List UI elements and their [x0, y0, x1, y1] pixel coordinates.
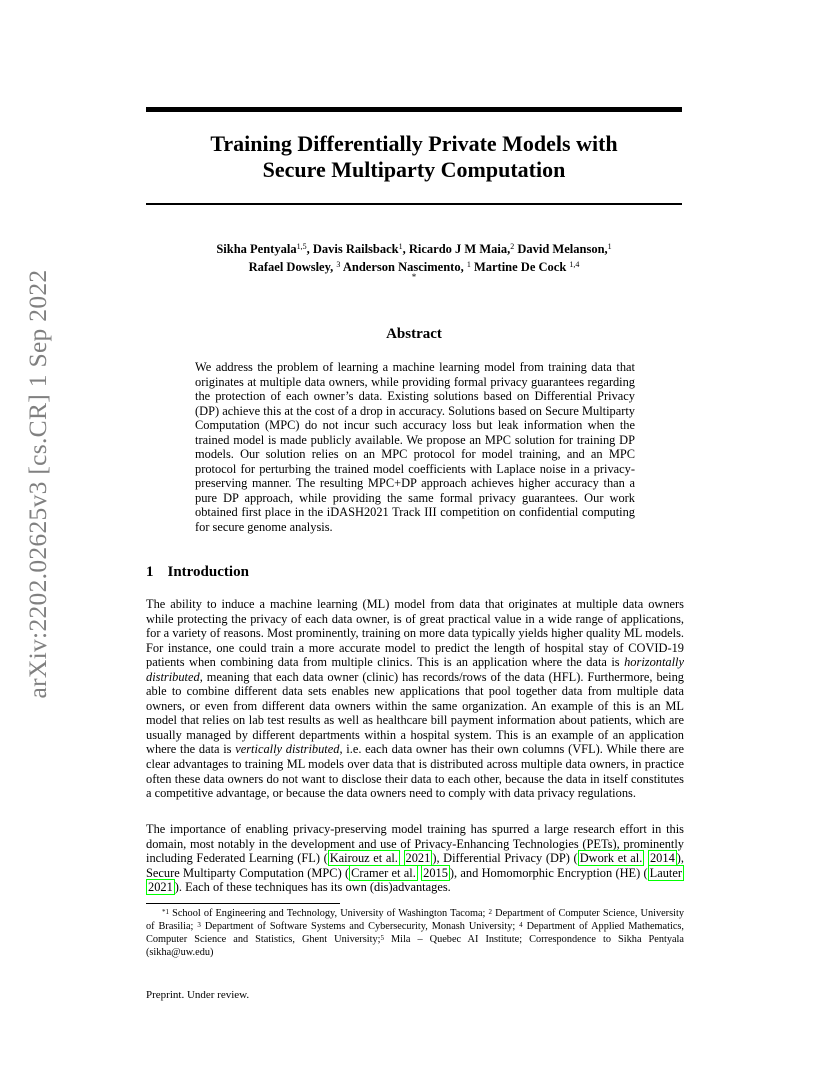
footnote-marker: 4	[519, 921, 523, 929]
footnote-text: Department of Software Systems and Cybersecurity, Monash University;	[200, 921, 520, 932]
author-affiliation: 1	[607, 242, 612, 251]
author-name: Anderson Nascimento,	[340, 260, 467, 274]
footnote-text: Mila – Quebec AI Institute; Correspondence to Sikha Pentyala (sikha@uw.edu)	[146, 934, 684, 958]
author-affiliation: 1,4	[569, 260, 580, 269]
author-name: , Davis Railsback	[306, 242, 399, 256]
paragraph-text: , meaning that each data owner (clinic) has records/rows of the data (HFL). Furthermore, being able to combine different data sets enables new applications that pool together data from multiple data owners, or even from different data owners within the same organization. An example of this is an ML model that relies on lab test results as well as healthcare bill payment information about patients, which are usually managed by different departments within a hospital system. This is an example of an application where the data is	[146, 669, 684, 757]
emphasis-text: vertically distributed	[235, 742, 340, 757]
author-name: Rafael Dowsley,	[248, 260, 337, 274]
paragraph-text: ), and Homomorphic Encryption (HE) (	[449, 865, 648, 880]
author-affiliation: 3	[336, 260, 341, 269]
footnote-text: Department of Applied Mathematics, Computer Science and Statistics, Ghent University;	[146, 921, 685, 945]
arxiv-sidebar-stamp	[18, 269, 58, 699]
citation-link[interactable]: Lauter	[649, 865, 683, 880]
section-title: Introduction	[167, 564, 249, 580]
paragraph-text: , i.e. each data owner has their own columns (VFL). While there are clear advantages to training ML models over data that is distributed across multiple data owners, in practice often these data owners do not want to disclose their data to each other, because the data in itself constitutes a competitive advantage, or because the data owners need to comply with data privacy regulations.	[146, 742, 685, 801]
footnote-text: Department of Computer Science, University of Brasilia;	[146, 908, 684, 932]
citation-link[interactable]: Kairouz et al.	[329, 851, 398, 866]
citation-link[interactable]: Dwork et al.	[579, 851, 643, 866]
paragraph-text: ), Secure Multiparty Computation (MPC) (	[146, 851, 684, 880]
author-affiliation: 1	[398, 242, 403, 251]
section-number: 1	[146, 564, 154, 580]
introduction-paragraph-1	[146, 597, 684, 801]
paragraph-text: The importance of enabling privacy-preserving model training has spurred a large research effort in this domain, most notably in the development and use of Privacy-Enhancing Technologies (PETs), prominently including Federated Learning (FL) (	[146, 822, 684, 866]
footnote-rule	[146, 903, 340, 904]
section-heading-introduction	[146, 564, 249, 581]
author-name: , Ricardo J M Maia,	[402, 242, 511, 256]
author-name: David Melanson,	[514, 242, 608, 256]
abstract-heading: Abstract	[386, 326, 442, 342]
citation-year-link[interactable]: 2014	[649, 851, 675, 866]
title-line-1: Training Differentially Private Models with	[210, 131, 618, 156]
author-name: Sikha Pentyala	[216, 242, 297, 256]
citation-link[interactable]: Cramer et al.	[351, 865, 416, 880]
arxiv-identifier: arXiv:2202.02625v3 [cs.CR] 1 Sep 2022	[23, 269, 52, 699]
citation-year-link[interactable]: 2021	[148, 880, 173, 895]
title-top-rule	[146, 107, 682, 112]
footnote-marker: 3	[197, 921, 201, 929]
footnote-marker: 5	[380, 934, 384, 942]
author-line-1	[146, 240, 682, 258]
footnote-marker: 1	[165, 908, 169, 916]
footnote-text: School of Engineering and Technology, University of Washington Tacoma;	[169, 908, 489, 919]
citation-year-link[interactable]: 2015	[423, 865, 448, 880]
footnote-marker: *	[162, 908, 166, 916]
introduction-paragraph-2	[146, 822, 684, 895]
author-affiliation: 1,5	[296, 242, 307, 251]
footnote-marker: 2	[488, 908, 493, 916]
author-affiliation: 2	[510, 242, 515, 251]
paragraph-text: ), Differential Privacy (DP) (	[432, 851, 578, 866]
footnote-affiliations	[146, 907, 684, 959]
preprint-note: Preprint. Under review.	[146, 989, 250, 1001]
citation-year-link[interactable]: 2021	[405, 851, 431, 866]
paragraph-text: The ability to induce a machine learning (ML) model from data that originates at multiple data owners while protecting the privacy of each data owner, is of great practical value in a wide range of applications, for a variety of reasons. Most prominently, training on more data typically yields higher quality ML models. For instance, one could train a more accurate model to predict the length of hospital stay of COVID-19 patients when combining data from multiple clinics. This is an application where the data is	[146, 597, 684, 670]
title-bottom-rule	[146, 203, 682, 205]
paragraph-text: ). Each of these techniques has its own (dis)advantages.	[174, 880, 451, 895]
abstract-text: We address the problem of learning a machine learning model from training data that originates at multiple data owners, while providing formal privacy guarantees regarding the protection of each owner’s data. Existing solutions based on Differential Privacy (DP) achieve this at the cost of a drop in accuracy. Solutions based on Secure Multiparty Computation (MPC) do not incur such accuracy loss but leak information when the trained model is made publicly available. We propose an MPC solution for training DP models. Our solution relies on an MPC protocol for model training, and an MPC protocol for perturbing the trained model coefficients with Laplace noise in a privacy-preserving manner. The resulting MPC+DP approach achieves higher accuracy than a pure DP approach, while providing the same formal privacy guarantees. Our work obtained first place in the iDASH2021 Track III competition on confidential computing for secure genome analysis.	[195, 360, 635, 535]
emphasis-text: horizontally distributed	[146, 655, 684, 684]
author-name: Martine De Cock	[470, 260, 570, 274]
author-list	[146, 240, 682, 276]
author-footnote-marker: *	[411, 272, 417, 282]
paper-title	[146, 131, 682, 183]
title-line-2: Secure Multiparty Computation	[262, 157, 566, 182]
author-affiliation: 1	[466, 260, 471, 269]
